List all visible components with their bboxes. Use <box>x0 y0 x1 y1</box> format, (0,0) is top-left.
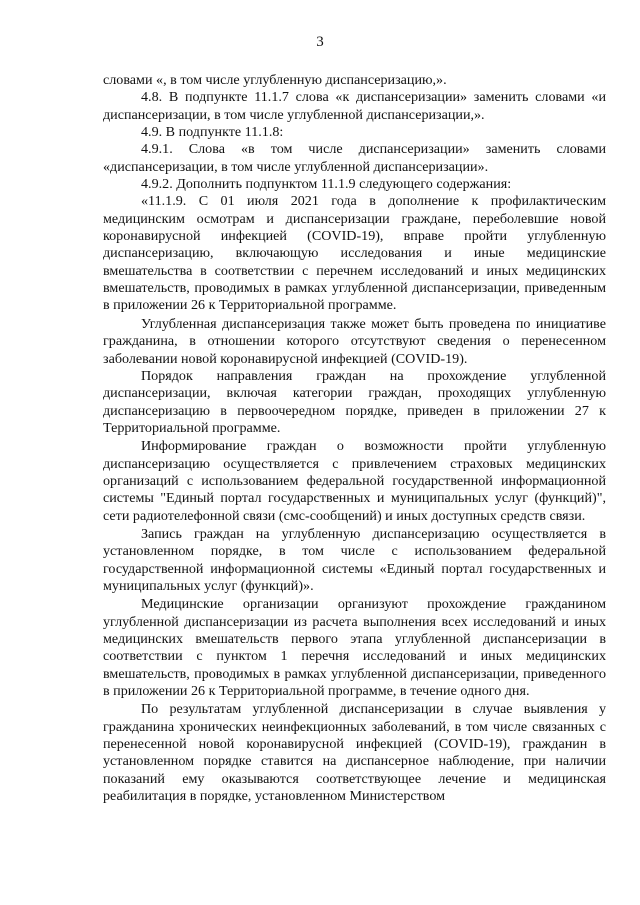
paragraph-11-1-9: «11.1.9. С 01 июля 2021 года в дополнение к профилактическим медицинским осмотрам и диспансеризации граждане, переболевшие новой коронавирусной инфекцией (COVID-19), вправе пройти углубленную диспансеризацию, включающую исследования и иные медицинские вмешательства в соответствии с перечнем исследований и иных медицинских вмешательств, проводимых в рамках углубленной диспансеризации, приведенным в приложении 26 к Территориальной программе. <box>103 193 606 314</box>
paragraph-4-9-1: 4.9.1. Слова «в том числе диспансеризации» заменить словами «диспансеризации, в том числе углубленной диспансеризации». <box>103 141 606 175</box>
paragraph-continuation: словами «, в том числе углубленную диспансеризацию,». <box>103 72 447 88</box>
document-body <box>103 72 606 805</box>
paragraph-4-8: 4.8. В подпункте 11.1.7 слова «к диспансеризации» заменить словами «и диспансеризации, в том числе углубленной диспансеризации,». <box>103 89 606 123</box>
paragraph-results: По результатам углубленной диспансеризации в случае выявления у гражданина хронических неинфекционных заболеваний, в том числе связанных с перенесенной новой коронавирусной инфекцией (COVID-19), гражданин в установленном порядке ставится на диспансерное наблюдение, при наличии показаний ему оказываются соответствующее лечение и медицинская реабилитация в порядке, установленном Министерством <box>103 701 606 805</box>
paragraph-initiative: Углубленная диспансеризация также может быть проведена по инициативе гражданина, в отношении которого отсутствуют сведения о перенесенном заболевании новой коронавирусной инфекцией (COVID-19). <box>103 315 606 367</box>
paragraph-organizations: Медицинские организации организуют прохождение гражданином углубленной диспансеризации из расчета выполнения всех исследований и иных медицинских вмешательств первого этапа углубленной диспансеризации в соответствии с пунктом 1 перечня исследований и иных медицинских вмешательств, проводимых в рамках углубленной диспансеризации, приведенного в приложении 26 к Территориальной программе, в течение одного дня. <box>103 596 606 700</box>
paragraph-4-9-2: 4.9.2. Дополнить подпунктом 11.1.9 следующего содержания: <box>141 176 512 193</box>
paragraph-registration: Запись граждан на углубленную диспансеризацию осуществляется в установленном порядке, в том числе с использованием федеральной государственной информационной системы «Единый портал государственных и муниципальных услуг (функций)». <box>103 525 606 594</box>
page-number: 3 <box>316 34 324 50</box>
paragraph-referral-order: Порядок направления граждан на прохождение углубленной диспансеризации, включая категории граждан, проходящих углубленную диспансеризацию в первоочередном порядке, приведен в приложении 27 к Территориальной программе. <box>103 367 606 436</box>
paragraph-4-9: 4.9. В подпункте 11.1.8: <box>141 124 284 141</box>
paragraph-informing: Информирование граждан о возможности пройти углубленную диспансеризацию осуществляется с привлечением страховых медицинских организаций с использованием федеральной государственной информационной системы "Единый портал государственных и муниципальных услуг (функций)", сети радиотелефонной связи (смс-сообщений) и иных доступных средств связи. <box>103 438 606 524</box>
